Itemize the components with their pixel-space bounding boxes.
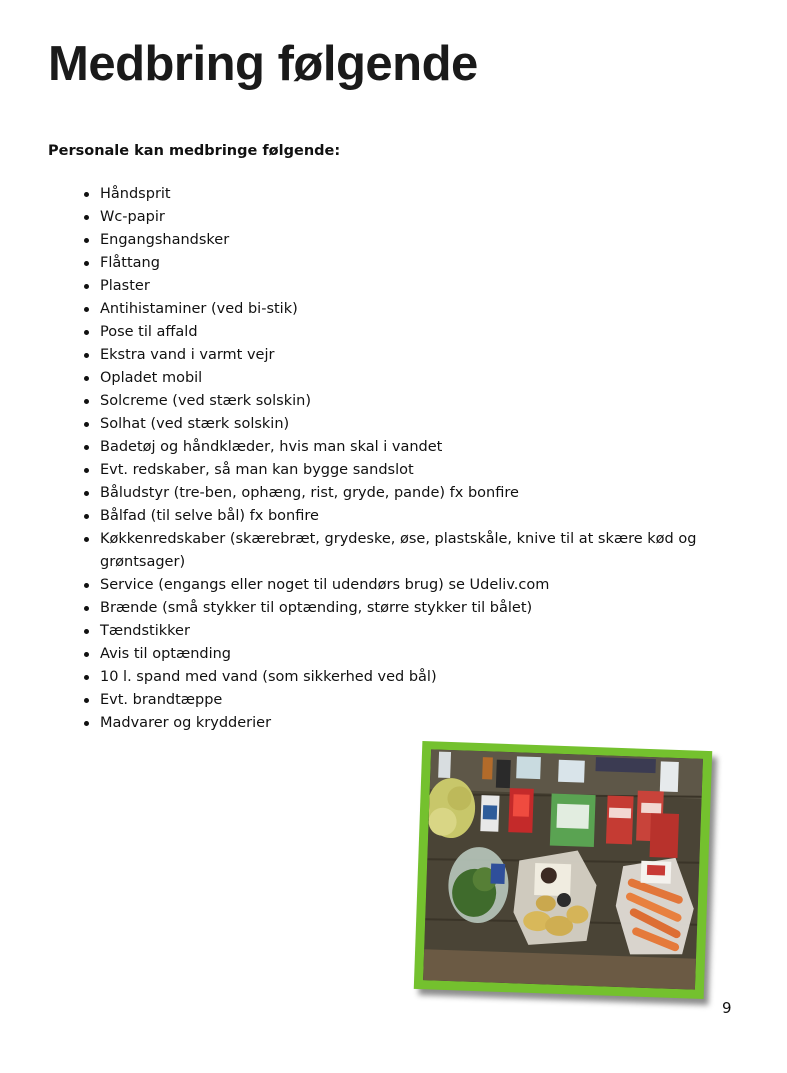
food-photo: [423, 749, 703, 989]
food-photo-frame: [414, 741, 712, 999]
list-item: Tændstikker: [82, 620, 702, 643]
list-item: Wc-papir: [82, 206, 702, 229]
intro-text: Personale kan medbringe følgende:: [48, 143, 341, 159]
list-item: Antihistaminer (ved bi-stik): [82, 298, 702, 321]
list-item: Køkkenredskaber (skærebræt, grydeske, øse, plastskåle, knive til at skære kød og grøntsager): [82, 528, 702, 574]
list-item: Service (engangs eller noget til udendørs brug) se Udeliv.com: [82, 574, 702, 597]
page-number: 9: [722, 999, 732, 1017]
supply-list: [82, 183, 702, 735]
page-title: Medbring følgende: [48, 37, 478, 91]
list-item: Solcreme (ved stærk solskin): [82, 390, 702, 413]
list-item: Flåttang: [82, 252, 702, 275]
list-item: Evt. redskaber, så man kan bygge sandslot: [82, 459, 702, 482]
list-item: Brænde (små stykker til optænding, større stykker til bålet): [82, 597, 702, 620]
list-item: Madvarer og krydderier: [82, 712, 702, 735]
list-item: Båludstyr (tre-ben, ophæng, rist, gryde, pande) fx bonfire: [82, 482, 702, 505]
list-item: Bålfad (til selve bål) fx bonfire: [82, 505, 702, 528]
list-item: Engangshandsker: [82, 229, 702, 252]
list-item: Solhat (ved stærk solskin): [82, 413, 702, 436]
list-item: Opladet mobil: [82, 367, 702, 390]
list-item: Evt. brandtæppe: [82, 689, 702, 712]
list-item: 10 l. spand med vand (som sikkerhed ved bål): [82, 666, 702, 689]
list-item: Håndsprit: [82, 183, 702, 206]
list-item: Pose til affald: [82, 321, 702, 344]
list-item: Plaster: [82, 275, 702, 298]
list-item: Ekstra vand i varmt vejr: [82, 344, 702, 367]
list-item: Badetøj og håndklæder, hvis man skal i vandet: [82, 436, 702, 459]
list-item: Avis til optænding: [82, 643, 702, 666]
